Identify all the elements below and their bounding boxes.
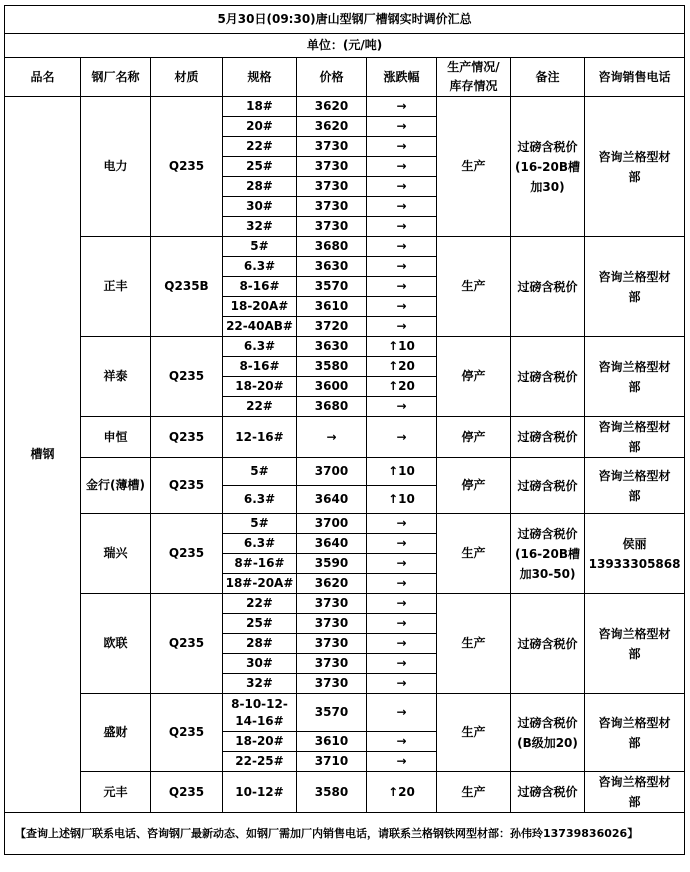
contact-cell (585, 514, 685, 594)
status-cell: 停产 (437, 417, 511, 458)
change-cell: ↑10 (367, 486, 437, 514)
header-product: 品名 (5, 58, 81, 97)
status-cell: 生产 (437, 594, 511, 694)
table-row (5, 458, 685, 486)
spec-cell: 18#-20A# (223, 574, 297, 594)
change-cell: → (367, 177, 437, 197)
note-cell (511, 694, 585, 772)
header-contact: 咨询销售电话 (585, 58, 685, 97)
spec-cell: 12-16# (223, 417, 297, 458)
change-cell: → (367, 97, 437, 117)
mill-name-cell: 瑞兴 (81, 514, 151, 594)
price-cell: 3640 (297, 486, 367, 514)
spec-cell: 8-16# (223, 357, 297, 377)
material-cell: Q235 (151, 514, 223, 594)
footer-row (5, 813, 685, 855)
price-cell: 3620 (297, 117, 367, 137)
mill-name-cell: 祥泰 (81, 337, 151, 417)
spec-cell: 32# (223, 674, 297, 694)
spec-cell: 8#-16# (223, 554, 297, 574)
table-title: 5月30日(09:30)唐山型钢厂槽钢实时调价汇总 (5, 6, 685, 34)
price-cell: 3730 (297, 197, 367, 217)
price-cell: 3600 (297, 377, 367, 397)
price-cell: 3630 (297, 257, 367, 277)
table-row (5, 337, 685, 357)
mill-name-cell: 元丰 (81, 772, 151, 813)
table-row (5, 594, 685, 614)
change-cell: → (367, 514, 437, 534)
note-cell-line: 过磅含税价 (517, 715, 578, 730)
status-cell: 停产 (437, 458, 511, 514)
contact-cell (585, 458, 685, 514)
spec-cell: 6.3# (223, 486, 297, 514)
change-cell: → (367, 534, 437, 554)
note-cell (511, 237, 585, 337)
contact-cell-line: 咨询兰格型材 (598, 468, 671, 483)
change-cell: → (367, 137, 437, 157)
material-cell: Q235 (151, 694, 223, 772)
table-row (5, 514, 685, 534)
header-spec: 规格 (223, 58, 297, 97)
note-cell-line: 过磅含税价 (517, 636, 578, 651)
price-cell: 3620 (297, 574, 367, 594)
price-cell: 3610 (297, 732, 367, 752)
note-cell-line: (16-20B槽 (514, 159, 580, 174)
spec-cell: 5# (223, 514, 297, 534)
contact-cell-line: 部 (628, 795, 641, 809)
mill-name-cell: 盛财 (81, 694, 151, 772)
change-cell: → (367, 574, 437, 594)
spec-cell: 18-20# (223, 377, 297, 397)
change-cell: ↑20 (367, 377, 437, 397)
price-cell: 3680 (297, 397, 367, 417)
price-cell: 3730 (297, 634, 367, 654)
table-row (5, 97, 685, 117)
contact-cell (585, 772, 685, 813)
contact-cell (585, 594, 685, 694)
spec-cell: 30# (223, 654, 297, 674)
spec-cell: 25# (223, 157, 297, 177)
change-cell: → (367, 237, 437, 257)
note-cell (511, 458, 585, 514)
status-cell: 生产 (437, 694, 511, 772)
price-cell: 3730 (297, 674, 367, 694)
contact-cell (585, 694, 685, 772)
contact-cell-line: 部 (628, 488, 641, 503)
change-cell: ↑10 (367, 458, 437, 486)
header-status-line2: 库存情况 (449, 79, 498, 93)
spec-cell: 25# (223, 614, 297, 634)
spec-cell: 22-25# (223, 752, 297, 772)
contact-cell-line: 13933305868 (588, 556, 681, 571)
spec-cell: 30# (223, 197, 297, 217)
price-cell: 3730 (297, 614, 367, 634)
price-cell: 3730 (297, 654, 367, 674)
contact-cell-line: 部 (628, 735, 641, 750)
price-cell: 3730 (297, 217, 367, 237)
note-cell (511, 772, 585, 813)
spec-cell: 18# (223, 97, 297, 117)
change-cell: → (367, 217, 437, 237)
price-table (4, 5, 685, 855)
note-cell-line: (16-20B槽 (514, 546, 580, 561)
change-cell: → (367, 594, 437, 614)
spec-cell: 18-20# (223, 732, 297, 752)
change-cell: → (367, 554, 437, 574)
change-cell: ↑20 (367, 772, 437, 813)
price-cell: 3730 (297, 594, 367, 614)
change-cell: → (367, 257, 437, 277)
note-cell (511, 594, 585, 694)
contact-cell (585, 337, 685, 417)
price-cell: 3700 (297, 514, 367, 534)
price-cell: 3590 (297, 554, 367, 574)
spec-cell (223, 694, 297, 732)
price-cell: 3570 (297, 277, 367, 297)
status-cell: 生产 (437, 237, 511, 337)
contact-cell-line: 侯丽 (622, 536, 647, 551)
spec-cell: 28# (223, 634, 297, 654)
status-cell: 生产 (437, 514, 511, 594)
contact-cell-line: 部 (628, 379, 641, 394)
spec-cell: 6.3# (223, 337, 297, 357)
change-cell: → (367, 634, 437, 654)
header-material: 材质 (151, 58, 223, 97)
spec-cell: 22# (223, 594, 297, 614)
status-cell: 生产 (437, 97, 511, 237)
change-cell: ↑10 (367, 337, 437, 357)
change-cell: → (367, 117, 437, 137)
change-cell: → (367, 297, 437, 317)
table-row (5, 772, 685, 813)
spec-cell: 5# (223, 458, 297, 486)
change-cell: → (367, 694, 437, 732)
note-cell-line: 过磅含税价 (517, 785, 578, 799)
contact-cell-line: 部 (628, 646, 641, 661)
spec-cell: 10-12# (223, 772, 297, 813)
change-cell: ↑20 (367, 357, 437, 377)
price-cell: 3730 (297, 157, 367, 177)
header-price: 价格 (297, 58, 367, 97)
unit-label: 单位：(元/吨) (5, 34, 685, 58)
contact-cell-line: 部 (628, 169, 641, 184)
contact-cell-line: 咨询兰格型材 (598, 715, 671, 730)
contact-cell-line: 部 (628, 289, 641, 304)
material-cell: Q235 (151, 337, 223, 417)
change-cell: → (367, 157, 437, 177)
contact-cell (585, 97, 685, 237)
spec-cell: 5# (223, 237, 297, 257)
note-cell-line: 过磅含税价 (517, 526, 578, 541)
change-cell: → (367, 614, 437, 634)
price-cell: 3630 (297, 337, 367, 357)
note-cell-line: 加30-50) (519, 566, 576, 581)
change-cell: → (367, 417, 437, 458)
change-cell: → (367, 752, 437, 772)
price-cell: 3580 (297, 357, 367, 377)
spec-cell: 28# (223, 177, 297, 197)
note-cell (511, 417, 585, 458)
contact-cell-line: 咨询兰格型材 (598, 359, 671, 374)
note-cell-line: 过磅含税价 (517, 478, 578, 493)
change-cell: → (367, 732, 437, 752)
table-row (5, 237, 685, 257)
material-cell: Q235 (151, 417, 223, 458)
table-row (5, 417, 685, 458)
price-cell: 3700 (297, 458, 367, 486)
spec-cell-line: 14-16# (235, 713, 284, 728)
header-change: 涨跌幅 (367, 58, 437, 97)
product-name-cell: 槽钢 (5, 97, 81, 813)
material-cell: Q235 (151, 97, 223, 237)
note-cell-line: 过磅含税价 (517, 369, 578, 384)
price-cell: 3730 (297, 177, 367, 197)
change-cell: → (367, 277, 437, 297)
footer-note: 【查询上述钢厂联系电话、咨询钢厂最新动态、如钢厂需加厂内销售电话，请联系兰格钢铁网型材部：孙伟玲13739836026】 (5, 813, 685, 855)
status-cell: 停产 (437, 337, 511, 417)
spec-cell: 8-16# (223, 277, 297, 297)
spec-cell: 22-40AB# (223, 317, 297, 337)
material-cell: Q235 (151, 772, 223, 813)
spec-cell: 22# (223, 397, 297, 417)
spec-cell: 18-20A# (223, 297, 297, 317)
status-cell: 生产 (437, 772, 511, 813)
price-cell: 3580 (297, 772, 367, 813)
table-row (5, 694, 685, 732)
contact-cell-line: 咨询兰格型材 (598, 420, 671, 434)
note-cell (511, 514, 585, 594)
header-row (5, 58, 685, 97)
change-cell: → (367, 317, 437, 337)
note-cell (511, 337, 585, 417)
change-cell: → (367, 674, 437, 694)
price-cell: 3730 (297, 137, 367, 157)
contact-cell-line: 咨询兰格型材 (598, 626, 671, 641)
contact-cell (585, 417, 685, 458)
mill-name-cell: 金行(薄槽) (81, 458, 151, 514)
change-cell: → (367, 654, 437, 674)
price-cell: 3620 (297, 97, 367, 117)
header-mill: 钢厂名称 (81, 58, 151, 97)
spec-cell-line: 8-10-12- (231, 696, 288, 711)
note-cell-line: (B级加20) (517, 735, 578, 750)
material-cell: Q235B (151, 237, 223, 337)
contact-cell-line: 咨询兰格型材 (598, 269, 671, 284)
price-cell: 3680 (297, 237, 367, 257)
price-cell: 3710 (297, 752, 367, 772)
spec-cell: 22# (223, 137, 297, 157)
note-cell-line: 加30) (530, 179, 565, 194)
price-cell: 3640 (297, 534, 367, 554)
spec-cell: 20# (223, 117, 297, 137)
price-cell: 3570 (297, 694, 367, 732)
price-cell: → (297, 417, 367, 458)
price-cell: 3610 (297, 297, 367, 317)
spec-cell: 32# (223, 217, 297, 237)
contact-cell-line: 咨询兰格型材 (598, 149, 671, 164)
mill-name-cell: 申恒 (81, 417, 151, 458)
spec-cell: 6.3# (223, 534, 297, 554)
change-cell: → (367, 197, 437, 217)
material-cell: Q235 (151, 458, 223, 514)
mill-name-cell: 正丰 (81, 237, 151, 337)
mill-name-cell: 电力 (81, 97, 151, 237)
note-cell (511, 97, 585, 237)
note-cell-line: 过磅含税价 (517, 139, 578, 154)
header-status (437, 58, 511, 97)
spec-cell: 6.3# (223, 257, 297, 277)
note-cell-line: 过磅含税价 (517, 430, 578, 444)
note-cell-line: 过磅含税价 (517, 279, 578, 294)
contact-cell-line: 咨询兰格型材 (598, 775, 671, 789)
header-status-line1: 生产情况/ (447, 60, 500, 74)
contact-cell (585, 237, 685, 337)
price-cell: 3720 (297, 317, 367, 337)
contact-cell-line: 部 (628, 440, 641, 454)
mill-name-cell: 欧联 (81, 594, 151, 694)
header-note: 备注 (511, 58, 585, 97)
change-cell: → (367, 397, 437, 417)
material-cell: Q235 (151, 594, 223, 694)
